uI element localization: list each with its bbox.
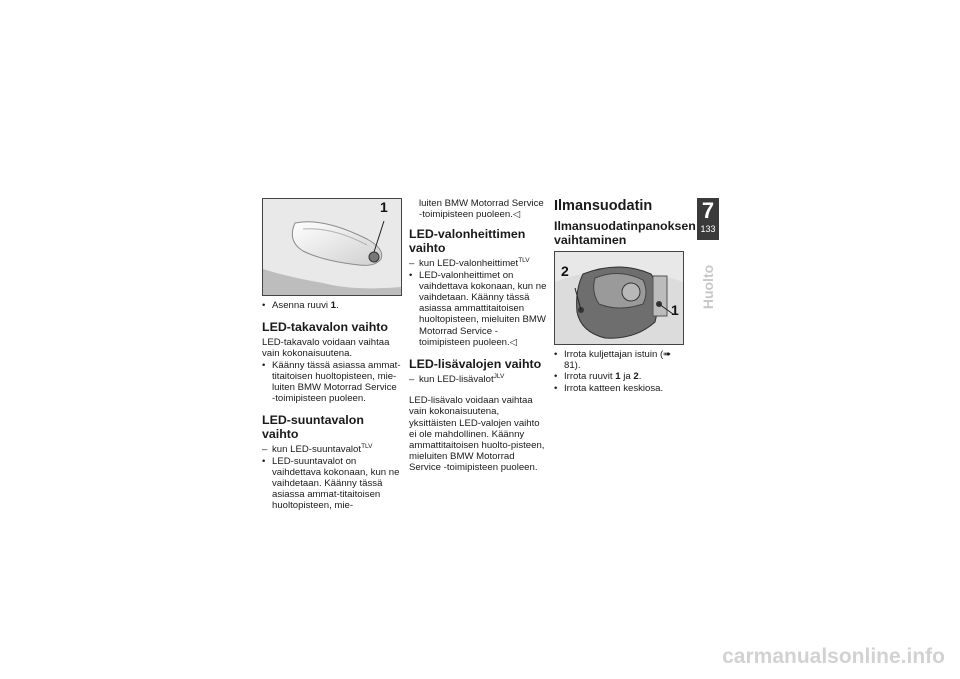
- column-1: [262, 198, 402, 512]
- chapter-title: Huolto: [700, 264, 716, 310]
- chapter-tab: [697, 198, 719, 240]
- list-item: • LED-suuntavalot on vaihdettava kokonaan, kun ne vaihdetaan. Käänny tässä asiassa ammat-titaitoisen huoltopisteen, mie-: [262, 456, 402, 512]
- heading-takavalo: LED-takavalon vaihto: [262, 320, 388, 335]
- subsection-title: Ilmansuodatinpanoksen vaihtaminen: [554, 219, 696, 247]
- list-item: • Käänny tässä asiassa ammat-titaitoisen huoltopisteen, mie-luiten BMW Motorrad Service -toimipisteen puoleen.: [262, 360, 402, 405]
- list-item: • Irrota kuljettajan istuin (➠ 81).: [554, 349, 684, 371]
- list-item: • Irrota katteen keskiosa.: [554, 383, 684, 394]
- column-3: [554, 198, 696, 394]
- chapter-sidebar: [697, 198, 719, 328]
- valonheitin-list: [409, 258, 547, 348]
- tank-illustration: [555, 252, 683, 344]
- equipment-code: JLV: [493, 372, 505, 380]
- ref-number: 1: [615, 371, 621, 383]
- paragraph: LED-takavalo voidaan vaihtaa vain kokonaisuutena.: [262, 337, 390, 360]
- equipment-code: TLV: [361, 443, 373, 451]
- list-item: • Irrota ruuvit 1 ja 2.: [554, 371, 684, 382]
- airfilter-photo: [554, 251, 684, 345]
- heading-suuntavalo: LED-suuntavalon vaihto: [262, 413, 364, 442]
- taillight-photo: [262, 198, 402, 296]
- page-number: 133: [700, 224, 716, 234]
- ref-number: 2: [633, 371, 639, 383]
- install-list: [262, 300, 402, 311]
- chapter-number: 7: [701, 198, 715, 223]
- heading-lisavalo: LED-lisävalojen vaihto: [409, 357, 542, 372]
- section-title: Ilmansuodatin: [554, 198, 653, 214]
- steps-list: [554, 349, 684, 394]
- lisavalo-list: [409, 374, 547, 385]
- callout-2: 2: [561, 263, 569, 279]
- takavalo-list: [262, 360, 402, 405]
- callout-1: 1: [380, 199, 388, 215]
- condition-item: – kun LED-valonheittimet$^{TLV}$: [409, 258, 547, 269]
- paragraph: LED-lisävalo voidaan vaihtaa vain kokonaisuutena, yksittäisten LED-valojen vaihto ei ole mahdollinen. Käänny ammattitaitoisen huolto-pisteen, mieluiten BMW Motorrad Service -toimipisteen puoleen.: [409, 395, 545, 474]
- ref-number: 1: [330, 300, 337, 311]
- equipment-code: TLV: [518, 257, 530, 265]
- list-item: • Asenna ruuvi 1.: [262, 300, 402, 311]
- heading-valonheitin: LED-valonheittimen vaihto: [409, 227, 526, 256]
- condition-item: – kun LED-suuntavalot$^{TLV}$: [262, 444, 402, 455]
- suuntavalo-list: [262, 444, 402, 511]
- list-item: • LED-valonheittimet on vaihdettava kokonaan, kun ne vaihdetaan. Käänny tässä asiassa ammattitaitoisen huoltopisteen, mieluiten BMW Motorrad Service -toimipisteen puoleen.◁: [409, 270, 547, 348]
- watermark: carmanualsonline.info: [722, 645, 945, 668]
- condition-item: – kun LED-lisävalot$^{JLV}$: [409, 374, 547, 385]
- continued-text: luiten BMW Motorrad Service -toimipisteen puoleen.◁: [419, 198, 544, 221]
- column-2: [409, 198, 547, 474]
- callout-1: 1: [671, 302, 679, 318]
